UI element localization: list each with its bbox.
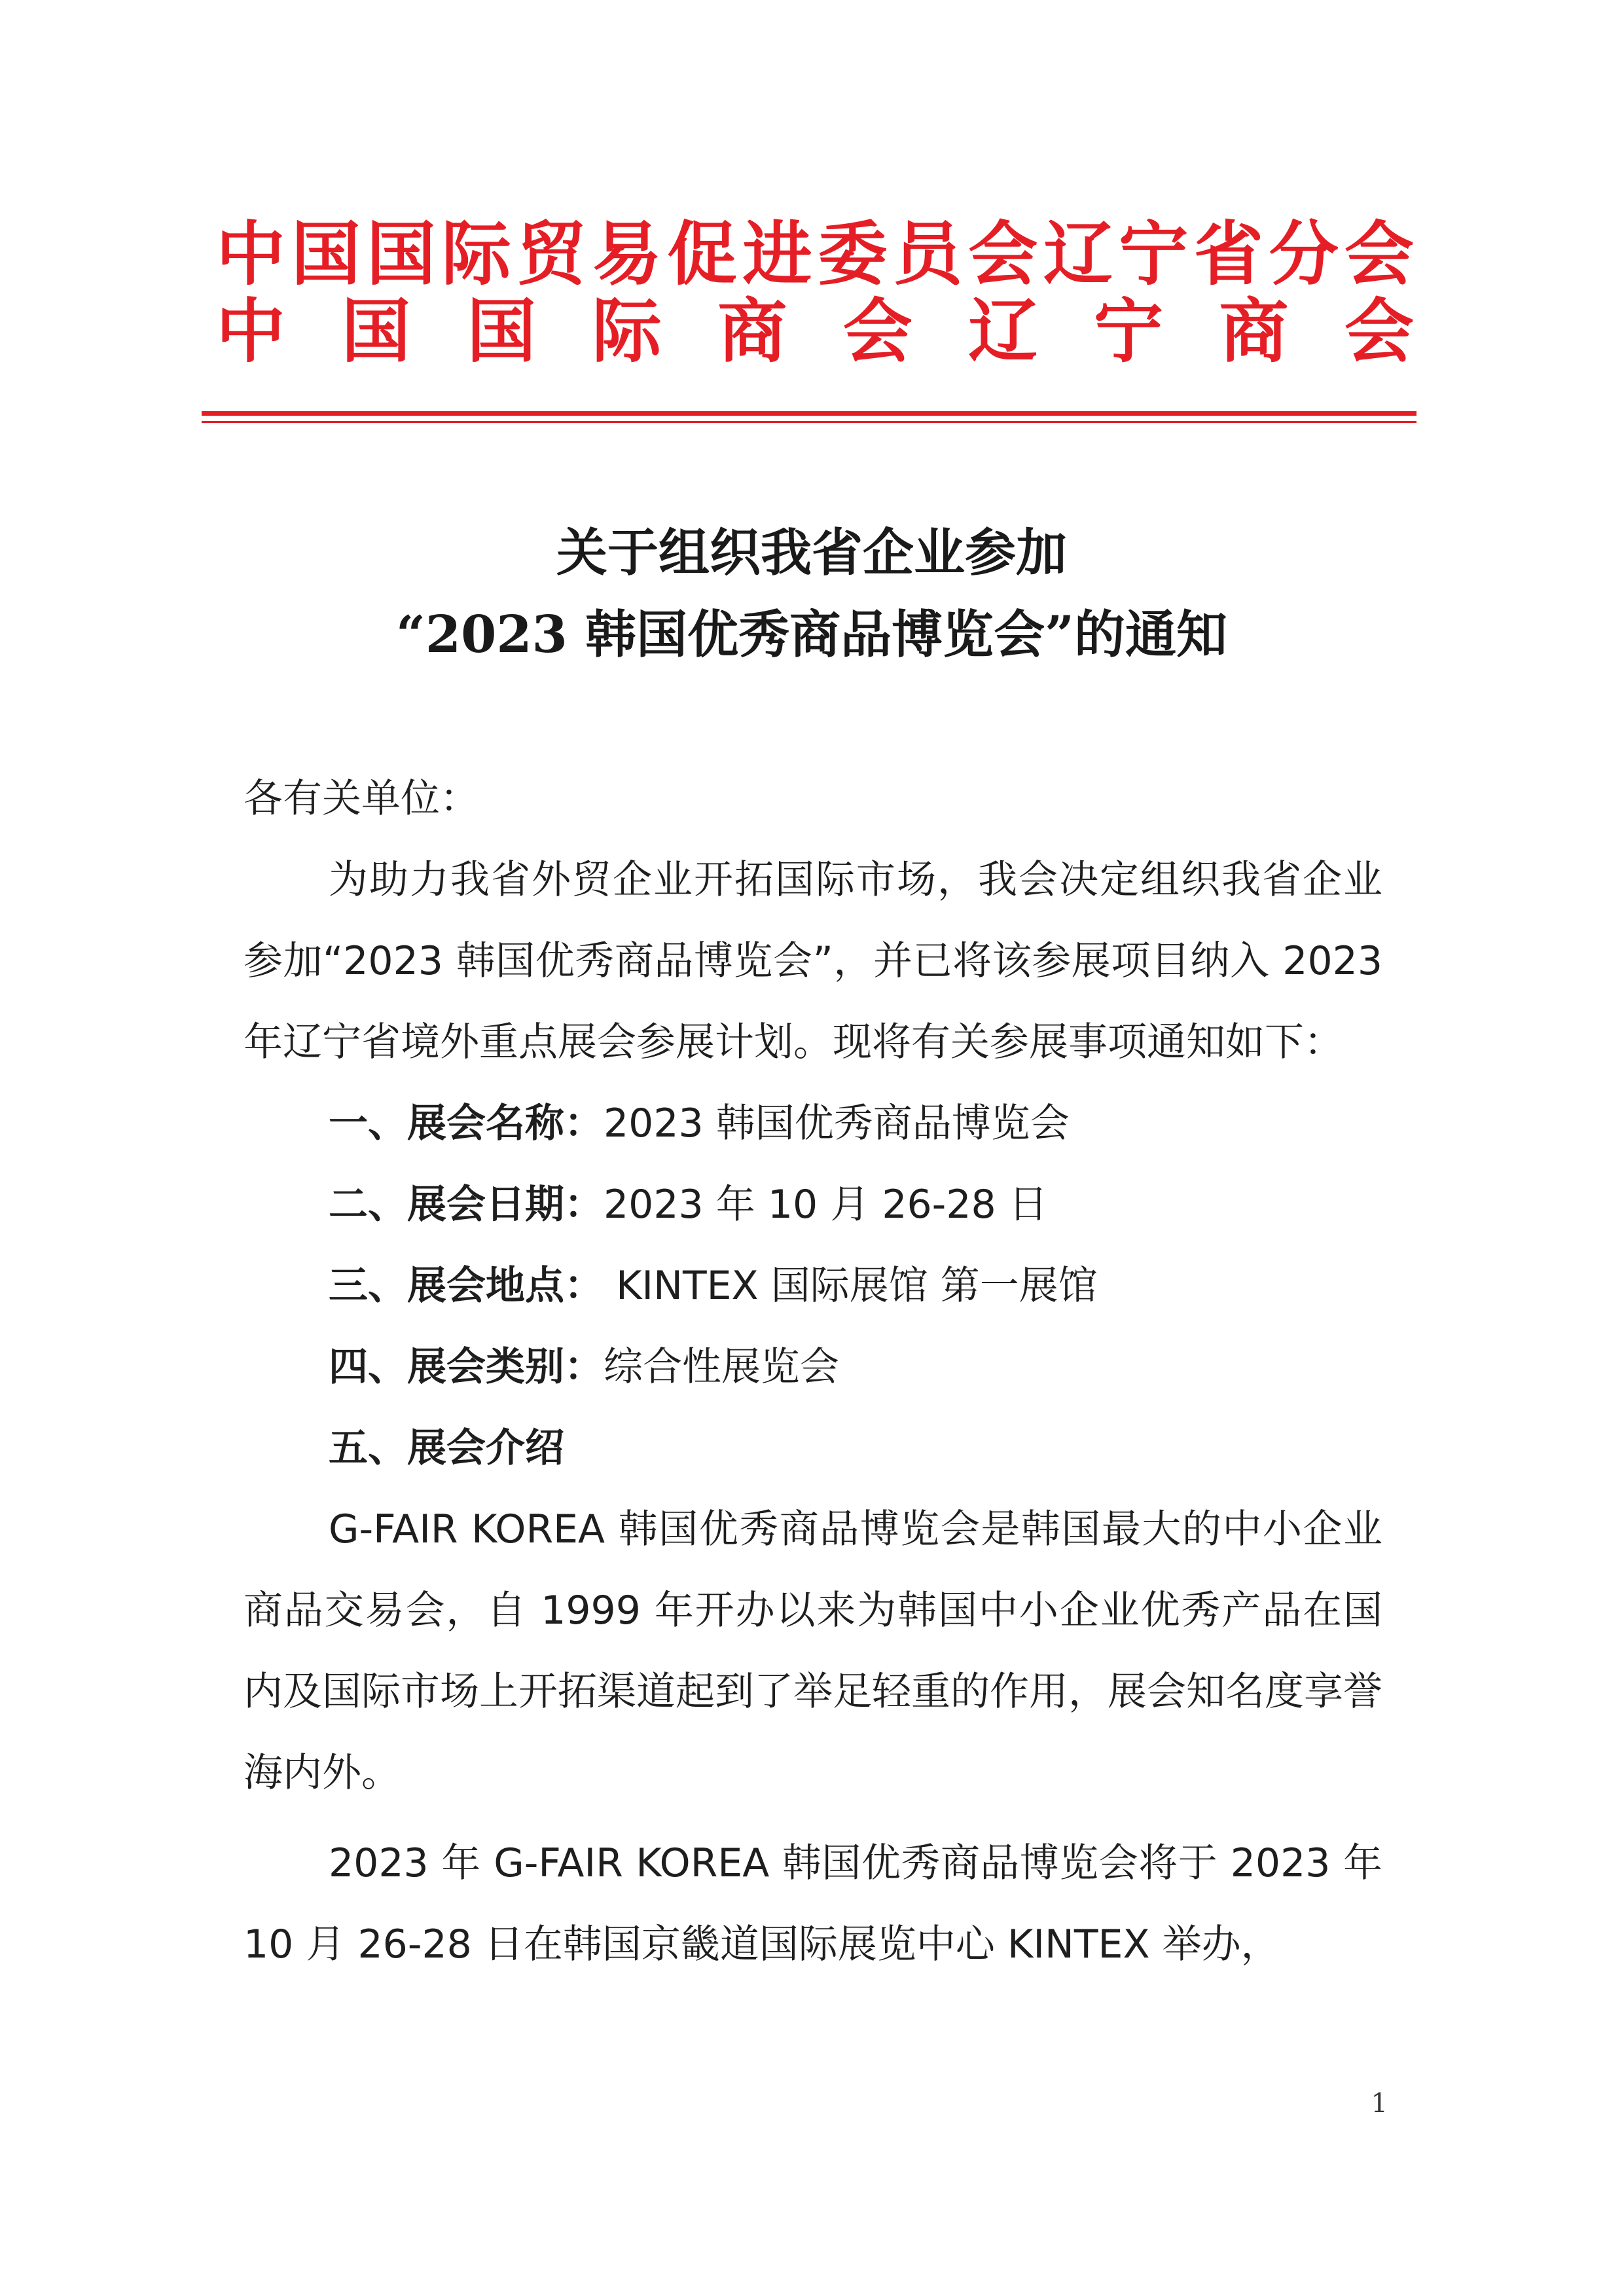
letterhead-char: 国 [341,290,411,372]
section-5-heading: 五、展会介绍 [329,1425,564,1471]
letterhead-char: 辽 [1043,213,1113,295]
letterhead-char: 宁 [1093,290,1163,372]
item-label: 二、展会日期： [329,1182,604,1228]
letterhead-char: 易 [592,213,662,295]
letterhead-line-2 [216,290,1414,372]
letterhead-char: 会 [1344,213,1414,295]
item-exhibition-date [244,1164,1382,1245]
letterhead-char: 国 [366,213,436,295]
letterhead-line-1 [216,213,1414,295]
letterhead-char: 国 [291,213,361,295]
letterhead-char: 际 [441,213,511,295]
letterhead-char: 宁 [1119,213,1189,295]
letterhead-char: 员 [893,213,963,295]
document-title-line-1: 关于组织我省企业参加 [556,523,1067,583]
intro-paragraph: 为助力我省外贸企业开拓国际市场，我会决定组织我省企业参加“2023 韩国优秀商品博览会”，并已将该参展项目纳入 2023 年辽宁省境外重点展会参展计划。现将有关参展事项通知如下： [244,857,1382,1065]
letterhead-char: 辽 [968,290,1038,372]
letterhead-char: 商 [1219,290,1289,372]
letterhead-char: 中 [216,213,285,295]
letterhead-char: 会 [842,290,912,372]
page-number: 1 [1371,2088,1388,2119]
document-body [244,758,1382,1985]
item-value: 综合性展览会 [604,1344,839,1390]
letterhead-char: 国 [467,290,537,372]
item-label: 四、展会类别： [329,1344,604,1390]
item-exhibition-venue [244,1245,1382,1326]
letterhead-char: 分 [1269,213,1339,295]
document-title-line-2: “2023 韩国优秀商品博览会”的通知 [396,605,1227,665]
letterhead-divider-thin [202,421,1416,423]
letterhead-char: 会 [968,213,1038,295]
letterhead-char: 省 [1193,213,1263,295]
letterhead-char: 际 [592,290,662,372]
letterhead-char: 委 [818,213,888,295]
letterhead-char: 中 [216,290,285,372]
letterhead-char: 促 [667,213,737,295]
letterhead-char: 贸 [516,213,586,295]
letterhead-char: 进 [742,213,812,295]
letterhead-divider-thick [202,411,1416,416]
salutation: 各有关单位： [244,776,479,822]
letterhead-char: 会 [1344,290,1414,372]
section-5-paragraph-1: G-FAIR KOREA 韩国优秀商品博览会是韩国最大的中小企业商品交易会，自 1999 年开办以来为韩国中小企业优秀产品在国内及国际市场上开拓渠道起到了举足轻重的作用，展会知名度享誉海内外。 [244,1506,1382,1796]
item-label: 一、展会名称： [329,1101,604,1146]
item-exhibition-name [244,1083,1382,1164]
letterhead-char: 商 [717,290,787,372]
item-value: KINTEX 国际展馆 第一展馆 [604,1263,1098,1309]
letterhead [216,213,1414,372]
item-label: 三、展会地点： [329,1263,604,1309]
item-value: 2023 韩国优秀商品博览会 [604,1101,1070,1146]
item-exhibition-category [244,1326,1382,1408]
section-5-paragraph-2: 2023 年 G-FAIR KOREA 韩国优秀商品博览会将于 2023 年 10 月 26-28 日在韩国京畿道国际展览中心 KINTEX 举办， [244,1840,1382,1967]
item-value: 2023 年 10 月 26-28 日 [604,1182,1048,1228]
